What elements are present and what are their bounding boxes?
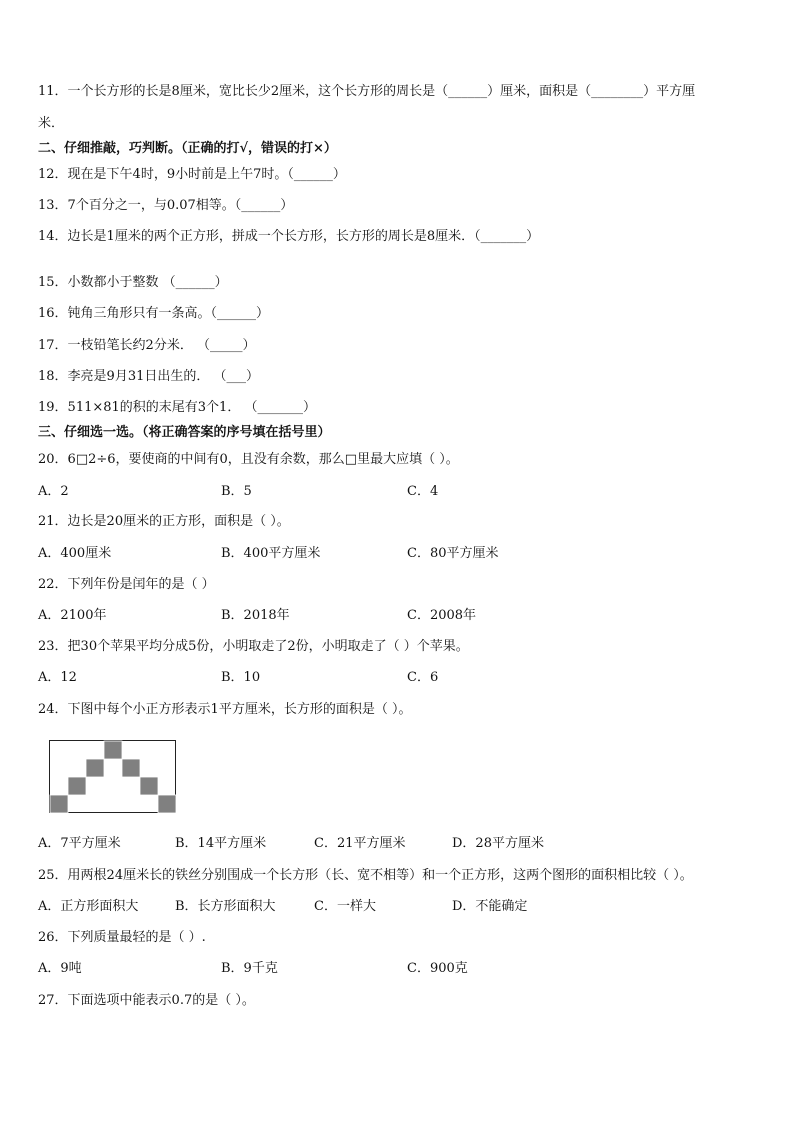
question-14: 14．边长是1厘米的两个正方形，拼成一个长方形，长方形的周长是8厘米．（_______） xyxy=(38,229,540,244)
question-24: 24．下图中每个小正方形表示1平方厘米，长方形的面积是（ ）。 xyxy=(38,702,412,717)
question-27: 27．下面选项中能表示0.7的是（ ）。 xyxy=(38,993,255,1008)
shaded-square xyxy=(122,759,140,777)
option-a[interactable]: A．400厘米 xyxy=(38,546,112,561)
option-d[interactable]: D．不能确定 xyxy=(452,899,528,914)
option-b[interactable]: B．14平方厘米 xyxy=(175,836,267,851)
question-20: 20．6□2÷6，要使商的中间有0，且没有余数，那么□里最大应填（ ）。 xyxy=(38,452,459,467)
section-2-heading: 二、仔细推敲，巧判断。（正确的打√，错误的打×） xyxy=(38,141,337,156)
question-17: 17．一枝铅笔长约2分米． （_____） xyxy=(38,338,256,353)
question-19: 19．511×81的积的末尾有3个1． （_______） xyxy=(38,400,316,415)
shaded-cells xyxy=(50,741,176,813)
option-b[interactable]: B．10 xyxy=(221,670,261,685)
question-22: 22．下列年份是闰年的是（ ） xyxy=(38,577,215,592)
option-c[interactable]: C．4 xyxy=(407,484,439,499)
question-11-continued: 米． xyxy=(38,116,65,131)
option-b[interactable]: B．400平方厘米 xyxy=(221,546,321,561)
option-c[interactable]: C．6 xyxy=(407,670,439,685)
grid-figure xyxy=(49,740,177,814)
option-c[interactable]: C．21平方厘米 xyxy=(314,836,406,851)
question-25: 25．用两根24厘米长的铁丝分别围成一个长方形（长、宽不相等）和一个正方形，这两个图形的面积相比较（ ）。 xyxy=(38,868,693,883)
question-11: 11．一个长方形的长是8厘米，宽比长少2厘米，这个长方形的周长是（______）厘米，面积是（________）平方厘 xyxy=(38,84,696,99)
option-c[interactable]: C．80平方厘米 xyxy=(407,546,499,561)
option-b[interactable]: B．9千克 xyxy=(221,961,278,976)
question-16: 16．钝角三角形只有一条高。（______） xyxy=(38,306,270,321)
option-c[interactable]: C．900克 xyxy=(407,961,468,976)
shaded-square xyxy=(158,795,176,813)
question-13: 13．7个百分之一，与0.07相等。（______） xyxy=(38,198,294,213)
option-a[interactable]: A．2 xyxy=(38,484,69,499)
option-a[interactable]: A．7平方厘米 xyxy=(38,836,121,851)
option-c[interactable]: C．2008年 xyxy=(407,608,477,623)
question-23: 23．把30个苹果平均分成5份，小明取走了2份，小明取走了（ ）个苹果。 xyxy=(38,639,469,654)
question-21: 21．边长是20厘米的正方形，面积是（ ）。 xyxy=(38,514,290,529)
shaded-square xyxy=(104,741,122,759)
option-a[interactable]: A．12 xyxy=(38,670,77,685)
shaded-square xyxy=(140,777,158,795)
option-d[interactable]: D．28平方厘米 xyxy=(452,836,544,851)
option-a[interactable]: A．正方形面积大 xyxy=(38,899,139,914)
question-15: 15．小数都小于整数 （______） xyxy=(38,275,228,290)
question-18: 18．李亮是9月31日出生的． （___） xyxy=(38,369,259,384)
option-b[interactable]: B．2018年 xyxy=(221,608,290,623)
section-3-heading: 三、仔细选一选。（将正确答案的序号填在括号里） xyxy=(38,425,331,440)
question-26: 26．下列质量最轻的是（ ）. xyxy=(38,930,206,945)
option-c[interactable]: C．一样大 xyxy=(314,899,376,914)
option-b[interactable]: B．长方形面积大 xyxy=(175,899,276,914)
question-12: 12．现在是下午4时，9小时前是上午7时。（______） xyxy=(38,167,346,182)
option-b[interactable]: B．5 xyxy=(221,484,252,499)
shaded-square xyxy=(50,795,68,813)
option-a[interactable]: A．2100年 xyxy=(38,608,107,623)
shaded-square xyxy=(86,759,104,777)
shaded-square xyxy=(68,777,86,795)
option-a[interactable]: A．9吨 xyxy=(38,961,82,976)
